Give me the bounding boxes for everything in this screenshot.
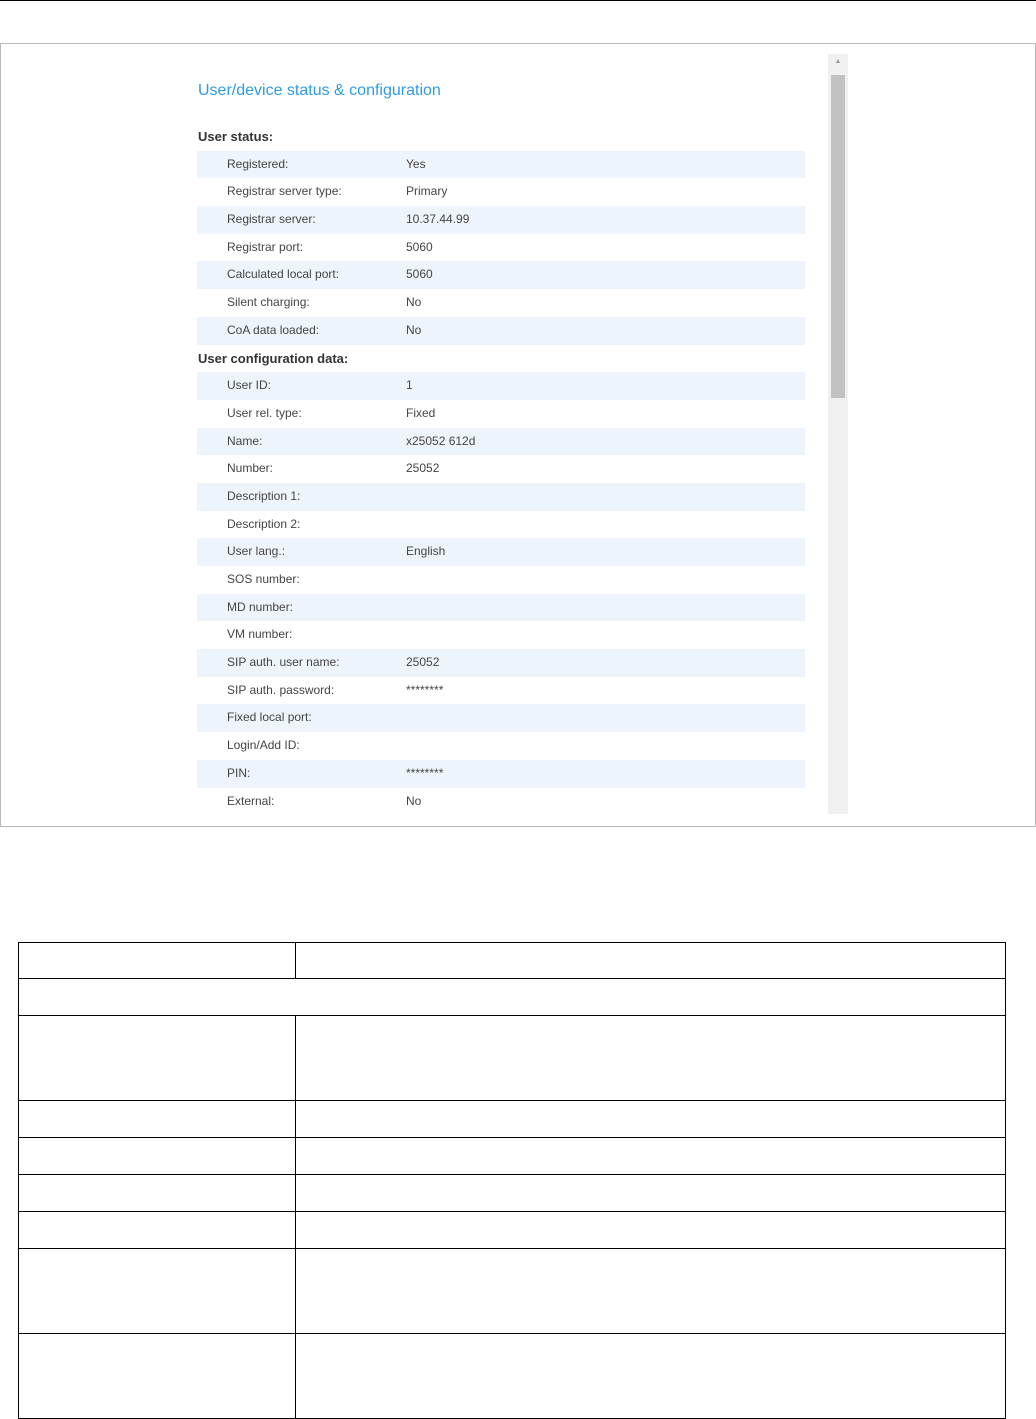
field-value: Yes — [406, 156, 426, 171]
user-config-row — [197, 455, 805, 483]
user-config-row — [197, 538, 805, 566]
doc-table-cell — [19, 1212, 296, 1249]
user-config-row — [197, 677, 805, 705]
user-status-heading: User status: — [198, 129, 274, 144]
field-label: Registrar server type: — [227, 184, 342, 199]
doc-table-row — [19, 1249, 1006, 1334]
doc-table-cell — [296, 1175, 1006, 1212]
doc-table-row — [19, 979, 1006, 1016]
vertical-scrollbar[interactable] — [828, 54, 848, 814]
field-label: User ID: — [227, 378, 272, 393]
user-config-row — [197, 428, 805, 456]
field-label: VM number: — [227, 627, 293, 642]
status-config-list — [197, 123, 805, 815]
page-top-rule — [0, 0, 1036, 1]
user-config-row — [197, 511, 805, 539]
field-value: 10.37.44.99 — [406, 212, 470, 227]
doc-table-cell — [19, 1016, 296, 1101]
doc-table-cell — [296, 1016, 1006, 1101]
field-label: User rel. type: — [227, 405, 302, 420]
user-config-row — [197, 760, 805, 788]
doc-table-cell — [296, 943, 1006, 979]
user-config-row — [197, 372, 805, 400]
field-label: Description 2: — [227, 516, 301, 531]
doc-table-row — [19, 1334, 1006, 1419]
doc-table-cell — [19, 1334, 296, 1419]
field-label: MD number: — [227, 599, 294, 614]
user-config-row — [197, 649, 805, 677]
doc-table-cell — [296, 1334, 1006, 1419]
field-value: ******** — [406, 682, 444, 697]
doc-table-cell — [19, 1249, 296, 1334]
doc-table-cell — [296, 1138, 1006, 1175]
doc-table-cell — [19, 1175, 296, 1212]
field-label: Calculated local port: — [227, 267, 340, 282]
field-label: SOS number: — [227, 572, 300, 586]
user-config-row — [197, 400, 805, 428]
scroll-thumb[interactable] — [831, 75, 845, 398]
field-value: 1 — [406, 378, 413, 393]
field-label: CoA data loaded: — [227, 322, 320, 337]
user-config-row — [197, 566, 805, 594]
field-value: 25052 — [406, 461, 440, 476]
doc-table-cell — [19, 979, 1006, 1016]
field-value: Primary — [406, 184, 448, 199]
doc-table-row — [19, 1138, 1006, 1175]
doc-table-cell — [296, 1101, 1006, 1138]
field-value: x25052 612d — [406, 433, 476, 448]
doc-table-row — [19, 1016, 1006, 1101]
document-table — [18, 942, 1006, 1419]
scroll-up-arrow-icon[interactable]: ▲ — [834, 58, 842, 65]
field-label: Description 1: — [227, 488, 301, 503]
user-config-row — [197, 594, 805, 622]
field-value: ******** — [406, 765, 444, 780]
page-title: User/device status & configuration — [198, 82, 441, 99]
doc-table-cell — [296, 1249, 1006, 1334]
user-status-row — [197, 151, 805, 179]
field-label: PIN: — [227, 765, 251, 780]
field-value: 25052 — [406, 655, 440, 670]
doc-table-row — [19, 1175, 1006, 1212]
field-value: No — [406, 295, 422, 310]
doc-table-row — [19, 1101, 1006, 1138]
doc-table-row — [19, 943, 1006, 979]
doc-table-cell — [296, 1212, 1006, 1249]
user-config-heading: User configuration data: — [198, 350, 349, 366]
field-label: Fixed local port: — [227, 710, 312, 725]
field-label: Registered: — [227, 156, 289, 171]
field-value: 5060 — [406, 239, 433, 254]
screenshot-frame — [0, 43, 1036, 827]
field-label: SIP auth. user name: — [227, 655, 340, 670]
doc-table-cell — [19, 1138, 296, 1175]
field-label: SIP auth. password: — [227, 682, 335, 697]
user-config-row — [197, 483, 805, 511]
user-status-row — [197, 234, 805, 262]
field-label: External: — [227, 793, 275, 808]
user-config-row — [197, 704, 805, 732]
user-status-row — [197, 317, 805, 345]
status-config-panel — [197, 44, 805, 814]
doc-table-cell — [19, 1101, 296, 1138]
user-config-row — [197, 788, 805, 816]
field-value: English — [406, 544, 446, 559]
user-status-row — [197, 206, 805, 234]
field-label: Silent charging: — [227, 295, 310, 310]
user-config-row — [197, 621, 805, 649]
field-value: 5060 — [406, 267, 433, 282]
user-status-row — [197, 178, 805, 206]
field-value: Fixed — [406, 405, 436, 420]
user-status-row — [197, 261, 805, 289]
field-label: Number: — [227, 461, 274, 476]
field-value: No — [406, 322, 422, 337]
field-value: No — [406, 793, 422, 808]
field-label: Name: — [227, 433, 263, 448]
user-config-row — [197, 732, 805, 760]
field-label: User lang.: — [227, 544, 286, 559]
field-label: Registrar server: — [227, 212, 316, 227]
doc-table-row — [19, 1212, 1006, 1249]
field-label: Login/Add ID: — [227, 738, 300, 753]
field-label: Registrar port: — [227, 239, 304, 254]
doc-table-cell — [19, 943, 296, 979]
user-status-row — [197, 289, 805, 317]
